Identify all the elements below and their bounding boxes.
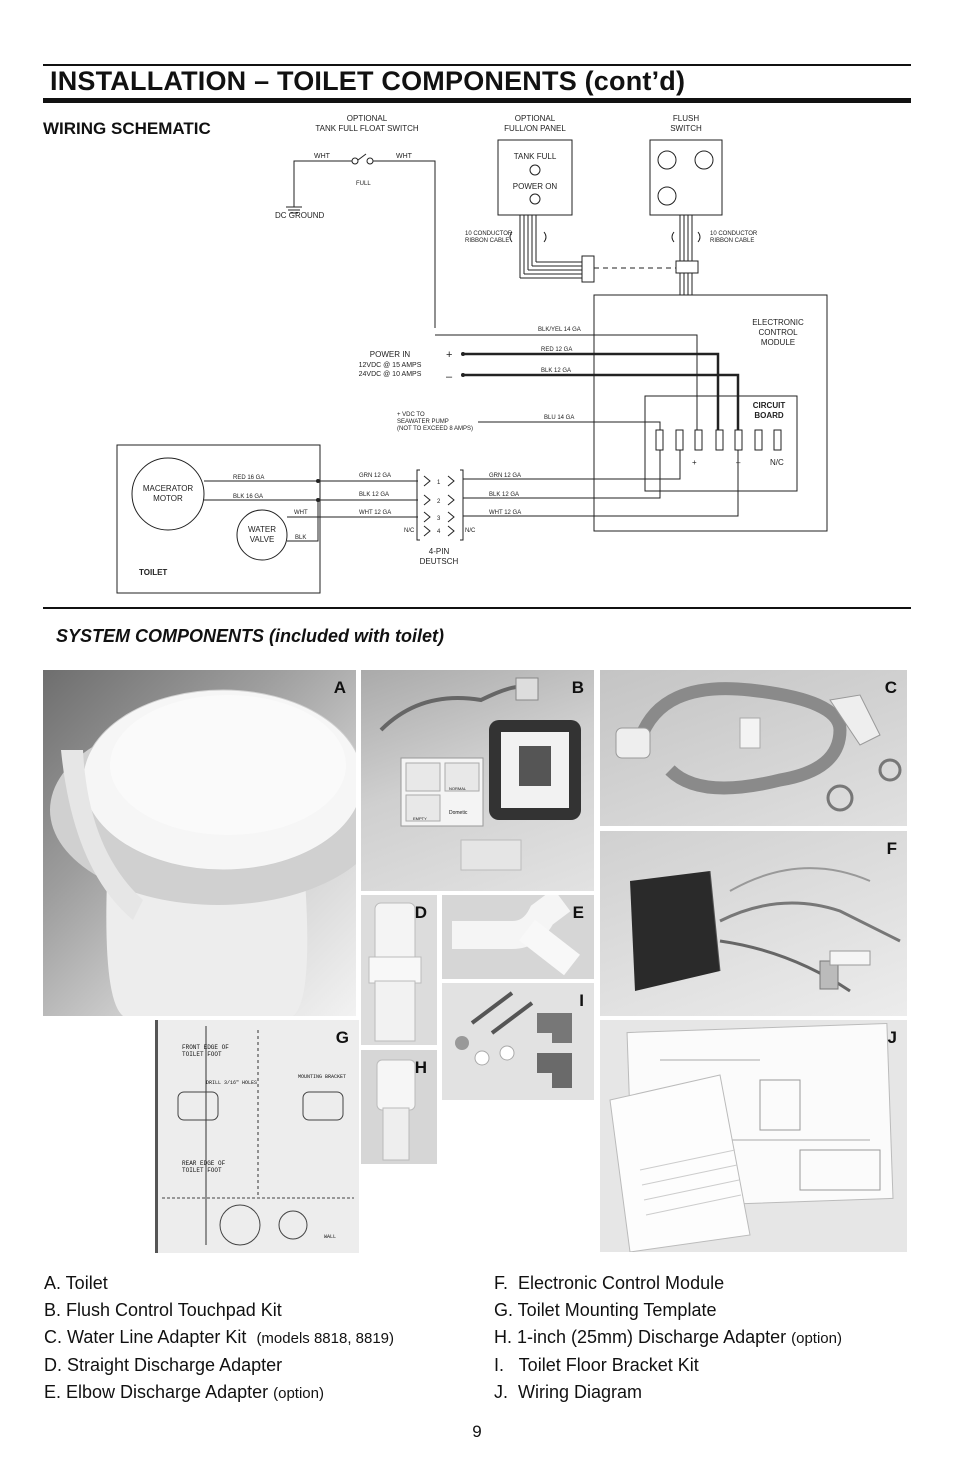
circuit-board-label-1: CIRCUIT	[752, 401, 786, 410]
caption-h	[494, 1324, 842, 1353]
caption-a	[44, 1270, 394, 1297]
caption-a-text: A. Toilet	[44, 1273, 108, 1293]
wiring-schematic-heading: WIRING SCHEMATIC	[43, 119, 211, 138]
captions-right	[494, 1270, 842, 1406]
tank-full-light	[530, 165, 540, 175]
float-full-label: FULL	[356, 181, 371, 187]
caption-f	[494, 1270, 842, 1297]
power-minus-dot	[461, 373, 465, 377]
caption-i-text: I. Toilet Floor Bracket Kit	[494, 1355, 699, 1376]
module-label-2: CONTROL	[758, 328, 798, 337]
caption-e	[44, 1379, 394, 1408]
toilet-label: TOILET	[139, 568, 168, 577]
photo-b-touchpad-kit	[361, 670, 594, 891]
pin-2: 2	[437, 499, 441, 505]
deutsch-label-2: DEUTSCH	[419, 557, 459, 566]
label-c: C	[884, 678, 897, 697]
wire-blkyel-14: BLK/YEL 14 GA	[538, 327, 581, 333]
bracket-kit-illustration	[442, 983, 594, 1100]
power-on-light	[530, 194, 540, 204]
wiring-schematic	[0, 100, 954, 600]
wire-blk-16: BLK 16 GA	[233, 494, 264, 500]
board-nc: N/C	[770, 458, 784, 467]
power-plus: +	[446, 349, 453, 361]
flush-switch	[650, 140, 722, 215]
wire-red-16: RED 16 GA	[233, 475, 265, 481]
photo-g-mounting-template	[155, 1020, 359, 1253]
touchpad-empty-label: EMPTY	[413, 816, 427, 821]
caption-d	[44, 1352, 394, 1379]
deutsch-label-1: 4-PIN	[428, 547, 450, 556]
water-valve-label-1: WATER	[248, 525, 276, 534]
photo-e-elbow-adapter	[442, 895, 594, 979]
macerator-label-2: MOTOR	[153, 494, 183, 503]
wire-wht-12-right: WHT 12 GA	[489, 510, 522, 516]
pin-4: 4	[437, 529, 441, 535]
panel-title2: FULL/ON PANEL	[504, 124, 566, 133]
pin-1: 1	[437, 480, 441, 486]
wire-blk-12-right: BLK 12 GA	[489, 492, 520, 498]
module-label-1: ELECTRONIC	[752, 318, 804, 327]
power-in-label: POWER IN	[369, 350, 411, 359]
wire-grn-12-left: GRN 12 GA	[359, 473, 392, 479]
flush-title2: SWITCH	[670, 124, 702, 133]
pin-nc-right: N/C	[465, 528, 476, 534]
photo-i-floor-bracket-kit	[442, 983, 594, 1100]
photo-j-wiring-diagram	[600, 1020, 907, 1252]
page-number: 9	[472, 1422, 482, 1441]
label-e: E	[572, 903, 584, 922]
photo-f-control-module	[600, 831, 907, 1016]
caption-c	[44, 1324, 394, 1353]
float-wht-left: WHT	[314, 153, 330, 160]
system-components-heading: SYSTEM COMPONENTS (included with toilet)	[56, 626, 445, 646]
panel-cable-label2: RIBBON CABLE	[465, 238, 510, 244]
wire-grn-12-right: GRN 12 GA	[489, 473, 522, 479]
panel-ribbon-cable	[510, 215, 594, 282]
panel-tank-full: TANK FULL	[513, 152, 557, 161]
captions-left	[44, 1270, 394, 1408]
caption-g-text: G. Toilet Mounting Template	[494, 1299, 717, 1320]
caption-g	[494, 1297, 842, 1324]
caption-h-note: (option)	[791, 1329, 842, 1347]
power-plus-dot	[461, 352, 465, 356]
wire-blu-14: BLU 14 GA	[544, 415, 575, 421]
wire-wht-12-left: WHT 12 GA	[359, 510, 392, 516]
board-terminals	[656, 430, 781, 450]
template-drill: DRILL 3/16" HOLES	[206, 1080, 258, 1086]
label-i: I	[579, 991, 584, 1010]
label-j: J	[887, 1028, 897, 1047]
flush-button-1	[658, 151, 676, 169]
photo-c-water-line-kit	[600, 670, 907, 826]
float-switch-title2: TANK FULL FLOAT SWITCH	[315, 124, 419, 133]
caption-e-note: (option)	[273, 1385, 324, 1403]
photo-d-straight-adapter	[361, 895, 437, 1045]
label-b: B	[571, 678, 584, 697]
caption-c-text: C. Water Line Adapter Kit	[44, 1326, 257, 1347]
toilet-illustration	[43, 670, 356, 1016]
water-valve-label-2: VALVE	[249, 535, 275, 544]
flush-button-2	[695, 151, 713, 169]
caption-h-text: H. 1-inch (25mm) Discharge Adapter	[494, 1326, 792, 1347]
module-label-3: MODULE	[760, 338, 796, 347]
caption-f-text: F. Electronic Control Module	[494, 1273, 725, 1293]
wire-blk-12: BLK 12 GA	[541, 368, 572, 374]
elbow-adapter-illustration	[442, 895, 594, 979]
flush-button-3	[658, 187, 676, 205]
caption-j	[494, 1379, 842, 1406]
template-wall: WALL	[324, 1234, 337, 1240]
template-bracket: MOUNTING BRACKET	[298, 1074, 347, 1080]
pump-label-3: (NOT TO EXCEED 8 AMPS)	[397, 426, 474, 432]
module-wires	[435, 335, 738, 516]
flush-cable-label1: 10 CONDUCTOR	[710, 231, 758, 237]
wiring-diagram-illustration	[600, 1020, 907, 1252]
board-plus: +	[692, 458, 697, 467]
caption-i	[494, 1352, 842, 1379]
panel-power-on: POWER ON	[512, 182, 558, 191]
water-line-illustration	[600, 670, 907, 826]
label-a: A	[333, 678, 346, 697]
junction-dot-2	[316, 498, 320, 502]
power-12v-label: 12VDC @ 15 AMPS	[358, 362, 422, 369]
touchpad-brand-label: Dometic	[449, 810, 468, 816]
caption-b	[44, 1297, 394, 1324]
label-g: G	[335, 1028, 349, 1047]
template-front-edge: FRONT EDGE OF TOILET FOOT	[182, 1044, 229, 1058]
float-switch-title1: OPTIONAL	[346, 114, 388, 123]
power-minus: –	[446, 371, 453, 383]
photo-a-toilet	[43, 670, 356, 1016]
dc-ground-label: DC GROUND	[275, 211, 325, 220]
caption-b-text: B. Flush Control Touchpad Kit	[44, 1299, 282, 1320]
flush-title1: FLUSH	[672, 114, 700, 123]
page-title: INSTALLATION – TOILET COMPONENTS (cont’d)	[50, 66, 686, 96]
wire-red-12: RED 12 GA	[541, 347, 573, 353]
wire-wht-toilet: WHT	[294, 510, 308, 516]
circuit-board-label-2: BOARD	[754, 411, 784, 420]
caption-c-note: (models 8818, 8819)	[256, 1329, 395, 1347]
label-d: D	[414, 903, 427, 922]
pump-label-2: SEAWATER PUMP	[397, 419, 449, 425]
pump-label-1: + VDC TO	[397, 412, 425, 418]
board-minus: –	[736, 458, 741, 467]
caption-e-text: E. Elbow Discharge Adapter	[44, 1382, 274, 1403]
power-24v-label: 24VDC @ 10 AMPS	[358, 371, 422, 378]
flush-cable-label2: RIBBON CABLE	[710, 238, 755, 244]
touchpad-normal-label: NORMAL	[449, 786, 467, 791]
template-rear-edge: REAR EDGE OF TOILET FOOT	[182, 1160, 226, 1174]
caption-d-text: D. Straight Discharge Adapter	[44, 1355, 283, 1376]
junction-dot-1	[316, 479, 320, 483]
section-rule	[43, 607, 911, 609]
pin-nc-left: N/C	[404, 528, 415, 534]
label-h: H	[414, 1058, 427, 1077]
touchpad-kit-illustration	[361, 670, 594, 891]
control-module-illustration	[600, 831, 907, 1016]
flush-ribbon-cable	[672, 215, 700, 295]
photo-h-discharge-adapter	[361, 1050, 437, 1164]
macerator-label-1: MACERATOR	[142, 484, 194, 493]
panel-title1: OPTIONAL	[514, 114, 556, 123]
wire-blk-toilet: BLK	[295, 535, 307, 541]
caption-j-text: J. Wiring Diagram	[494, 1382, 643, 1403]
float-wht-right: WHT	[396, 153, 412, 160]
wire-blk-12-left: BLK 12 GA	[359, 492, 390, 498]
panel-cable-label1: 10 CONDUCTOR	[465, 231, 513, 237]
label-f: F	[886, 839, 897, 858]
pin-3: 3	[437, 516, 441, 522]
